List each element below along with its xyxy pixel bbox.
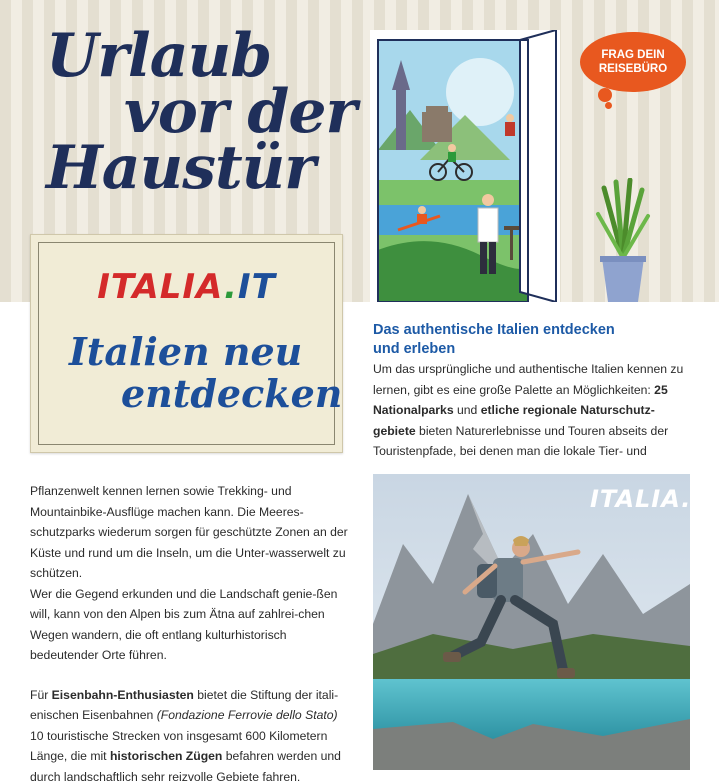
badge-tail-dot-small <box>605 102 612 109</box>
italia-card <box>30 234 343 453</box>
railway-italic-foundation: (Fondazione Ferrovie dello Stato) <box>156 708 338 722</box>
railway-text-e: 10 touristische Strecken von insgesamt 600 Kilometern Länge, die mit <box>30 728 328 763</box>
photo-logo-watermark: ITALIA.IT <box>590 485 719 513</box>
badge-tail-dot <box>598 88 612 102</box>
railway-bold-historic-trains: historischen Zügen <box>109 749 223 763</box>
intro-bold-national-parks: 25 Nationalparks <box>373 382 668 417</box>
logo-part-italia: ITALIA <box>97 267 224 307</box>
italia-logo <box>39 267 334 307</box>
section-title-line-1: Das authentische Italien entdecken <box>373 322 615 338</box>
article-intro <box>373 321 693 462</box>
paragraph-railway <box>30 685 350 784</box>
card-frame <box>38 242 343 445</box>
intro-bold-nature-reserves: etliche regionale Naturschutz-gebiete <box>373 403 655 438</box>
card-title <box>69 329 343 416</box>
logo-part-dot: . <box>224 267 238 307</box>
potted-plant-icon <box>592 178 654 302</box>
intro-text-2: und <box>453 403 481 417</box>
section-title <box>373 321 693 359</box>
door-illustration <box>370 30 560 302</box>
card-title-line-2: entdecken <box>121 371 343 416</box>
badge-line-1: FRAG DEIN <box>601 49 665 61</box>
card-title-line-1: Italien neu <box>69 329 303 374</box>
railway-text-a: Für <box>30 687 52 702</box>
paragraph-flora: Pflanzenwelt kennen lernen sowie Trekking- und Mountainbike-Ausflüge machen kann. Die Meeres-schutzparks wiederum sorgen für geschützte Zonen an der Küste und rund um die Inseln, um die Unter-wasserwelt zu schützen. <box>30 484 348 580</box>
railway-text-g: befahren werden und durch landschaftlich sehr reizvolle Gebiete fahren. <box>30 749 341 784</box>
headline-line-1: Urlaub <box>46 21 272 91</box>
hiker-lake-photo <box>373 474 690 770</box>
headline-line-2: vor der <box>124 77 357 147</box>
article-body <box>30 481 350 784</box>
headline-line-3: Haustür <box>46 133 315 203</box>
intro-text-3: bieten Naturerlebnisse und Touren abseits der Touristenpfade, bei denen man die lokale Tier- und <box>373 423 669 458</box>
paragraph-spacer <box>30 666 350 685</box>
intro-paragraph <box>373 359 693 462</box>
railway-text-c: bietet die Stiftung der itali-enischen Eisenbahnen <box>30 687 339 722</box>
travel-agency-badge <box>580 32 686 92</box>
page-headline <box>46 21 366 203</box>
paragraph-hiking: Wer die Gegend erkunden und die Landschaft genie-ßen will, kann von den Alpen bis zum Ätna auf zahlrei-chen Wegen wandern, die oft entlang kulturhistorisch bedeutender Orte führen. <box>30 586 338 662</box>
section-title-line-2: und erleben <box>373 341 456 357</box>
logo-part-it: IT <box>237 267 276 307</box>
badge-line-2: REISEBÜRO <box>598 63 668 75</box>
intro-text-1: Um das ursprüngliche und authentische Italien kennen zu lernen, gibt es eine große Palette an Möglichkeiten: <box>373 362 684 397</box>
railway-bold-enthusiasts: Eisenbahn-Enthusiasten <box>51 687 194 702</box>
